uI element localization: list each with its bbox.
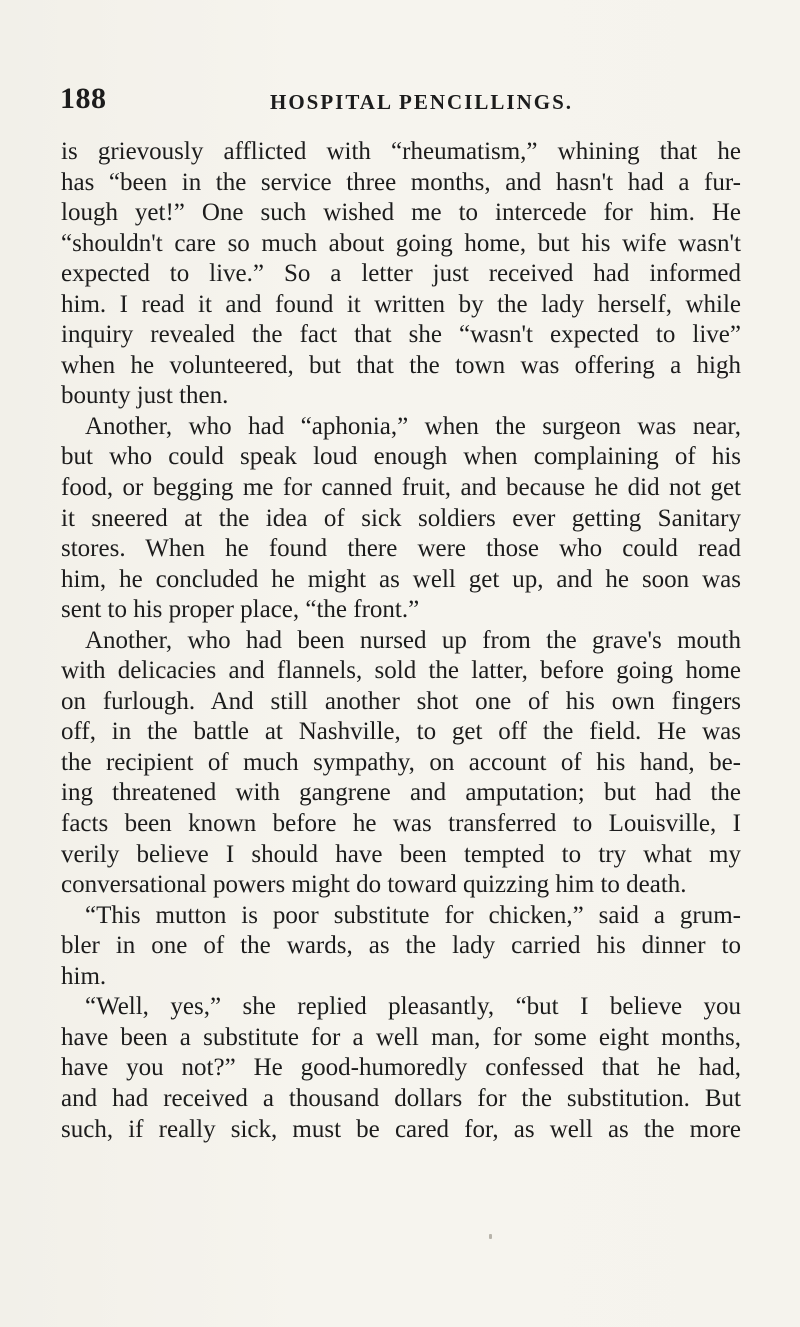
body-text (61, 137, 741, 1145)
text-line: but who could speak loud enough when complaining of his (61, 443, 741, 471)
text-line: such, if really sick, must be cared for, as well as the more (61, 1115, 741, 1143)
text-line: “This mutton is poor substitute for chicken,” said a grum- (85, 901, 741, 929)
page-number: 188 (60, 82, 107, 115)
text-line: food, or begging me for canned fruit, and because he did not get (61, 474, 741, 502)
text-line: has “been in the service three months, and hasn't had a fur- (61, 168, 741, 196)
text-line: bler in one of the wards, as the lady carried his dinner to (61, 932, 741, 960)
text-line: sent to his proper place, “the front.” (61, 596, 420, 624)
text-line: on furlough. And still another shot one of his own fingers (61, 687, 741, 715)
text-line: conversational powers might do toward quizzing him to death. (61, 871, 687, 899)
text-line: with delicacies and flannels, sold the latter, before going home (61, 657, 741, 685)
text-line: have been a substitute for a well man, for some eight months, (61, 1023, 741, 1051)
text-line: ing threatened with gangrene and amputation; but had the (61, 779, 741, 807)
text-line: have you not?” He good-humoredly confessed that he had, (61, 1054, 741, 1082)
text-line: is grievously afflicted with “rheumatism,” whining that he (61, 138, 741, 165)
text-line: it sneered at the idea of sick soldiers ever getting Sanitary (61, 504, 741, 532)
page-header (60, 82, 760, 122)
text-line: facts been known before he was transferred to Louisville, I (61, 810, 741, 838)
text-line: bounty just then. (61, 382, 229, 410)
text-line: off, in the battle at Nashville, to get off the field. He was (61, 718, 741, 746)
text-line: expected to live.” So a letter just received had informed (61, 260, 741, 288)
text-line: him. I read it and found it written by the lady herself, while (61, 290, 741, 318)
text-line: the recipient of much sympathy, on account of his hand, be- (61, 748, 741, 776)
text-line: and had received a thousand dollars for the substitution. But (61, 1084, 741, 1112)
running-title: HOSPITAL PENCILLINGS. (270, 90, 574, 114)
text-line: him, he concluded he might as well get up, and he soon was (61, 565, 741, 593)
text-line: him. (61, 962, 107, 990)
paper-speck (489, 1234, 492, 1239)
text-line: when he volunteered, but that the town was offering a high (61, 351, 741, 379)
text-line: “Well, yes,” she replied pleasantly, “but I believe you (85, 993, 741, 1021)
text-line: Another, who had been nursed up from the grave's mouth (85, 626, 741, 654)
text-line: verily believe I should have been tempted to try what my (61, 840, 741, 868)
text-line: Another, who had “aphonia,” when the surgeon was near, (85, 412, 741, 440)
text-line: lough yet!” One such wished me to intercede for him. He (61, 199, 741, 227)
text-line: stores. When he found there were those who could read (61, 535, 741, 563)
text-line: “shouldn't care so much about going home, but his wife wasn't (61, 229, 741, 257)
text-line: inquiry revealed the fact that she “wasn't expected to live” (61, 321, 741, 349)
